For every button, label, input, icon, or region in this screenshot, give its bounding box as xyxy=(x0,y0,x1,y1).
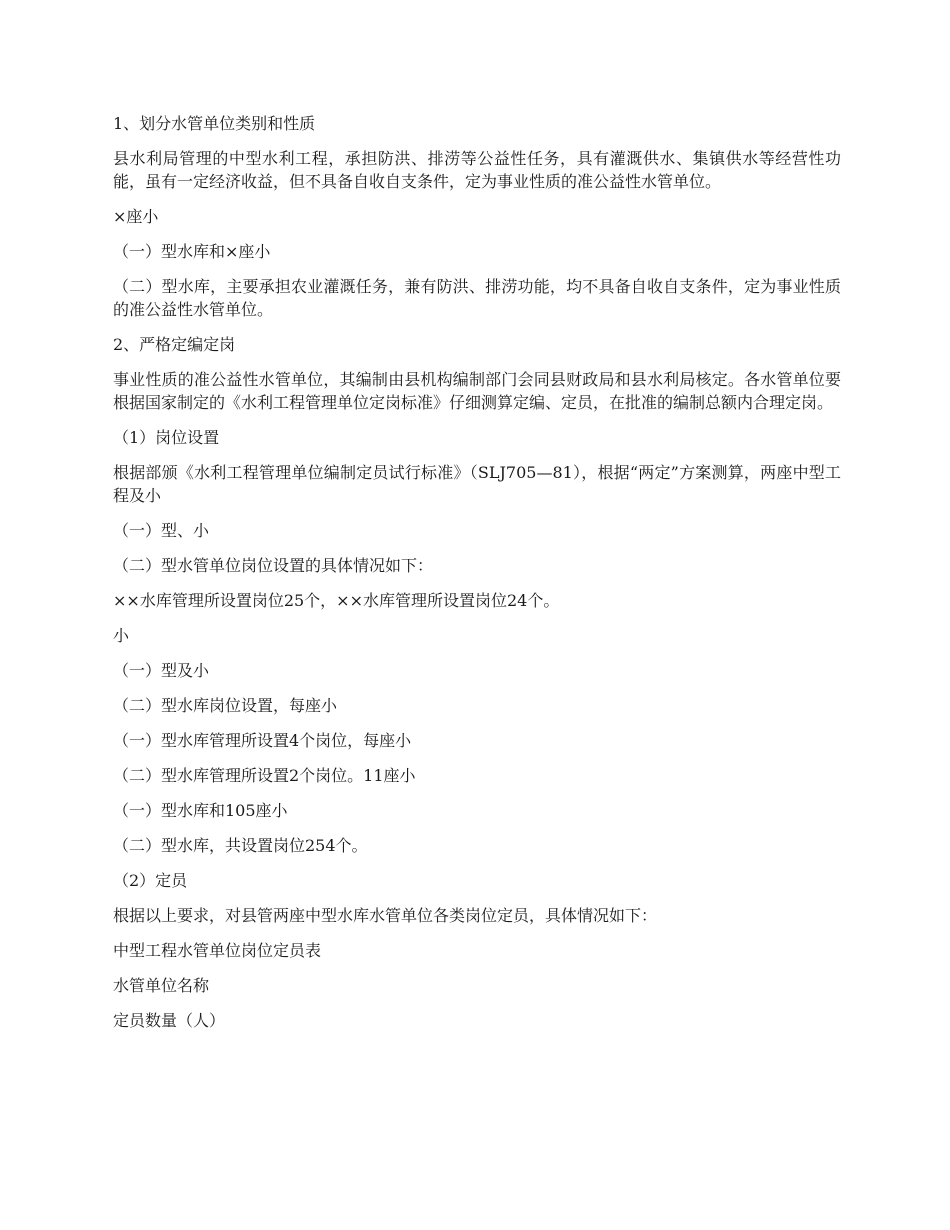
section-heading: 2、严格定编定岗 xyxy=(113,335,236,354)
paragraph: （二）型水管单位岗位设置的具体情况如下： xyxy=(113,556,434,575)
paragraph: （一）型、小 xyxy=(113,521,210,540)
paragraph: 事业性质的准公益性水管单位，其编制由县机构编制部门会同县财政局和县水利局核定。各水管单位要根据国家制定的《水利工程管理单位定岗标准》仔细测算定编、定员，在批准的编制总额内合理定岗。 xyxy=(113,370,841,412)
subsection-heading: （2）定员 xyxy=(113,871,188,890)
subsection-heading: （1）岗位设置 xyxy=(113,428,220,447)
paragraph: 根据部颁《水利工程管理单位编制定员试行标准》（SLJ705—81），根据“两定”方案测算，两座中型工程及小 xyxy=(113,463,841,505)
paragraph: （一）型水库管理所设置4个岗位，每座小 xyxy=(113,731,412,750)
paragraph: （一）型水库和×座小 xyxy=(113,242,271,261)
section-heading: 1、划分水管单位类别和性质 xyxy=(113,114,316,133)
paragraph: 小 xyxy=(113,626,130,645)
table-title: 中型工程水管单位岗位定员表 xyxy=(113,941,322,960)
table-column-header: 定员数量（人） xyxy=(113,1011,226,1030)
paragraph: 县水利局管理的中型水利工程，承担防洪、排涝等公益性任务，具有灌溉供水、集镇供水等经营性功能，虽有一定经济收益，但不具备自收自支条件，定为事业性质的准公益性水管单位。 xyxy=(113,149,841,191)
paragraph: ×座小 xyxy=(113,207,159,226)
paragraph: （一）型水库和105座小 xyxy=(113,801,288,820)
paragraph: （二）型水库岗位设置，每座小 xyxy=(113,696,338,715)
table-column-header: 水管单位名称 xyxy=(113,976,210,995)
document-body xyxy=(113,112,841,1044)
paragraph: 根据以上要求，对县管两座中型水库水管单位各类岗位定员，具体情况如下： xyxy=(113,906,658,925)
paragraph: （二）型水库，共设置岗位254个。 xyxy=(113,836,368,855)
paragraph: （二）型水库，主要承担农业灌溉任务，兼有防洪、排涝功能，均不具备自收自支条件，定为事业性质的准公益性水管单位。 xyxy=(113,277,841,319)
paragraph: ××水库管理所设置岗位25个，××水库管理所设置岗位24个。 xyxy=(113,591,560,610)
paragraph: （一）型及小 xyxy=(113,661,210,680)
paragraph: （二）型水库管理所设置2个岗位。11座小 xyxy=(113,766,416,785)
